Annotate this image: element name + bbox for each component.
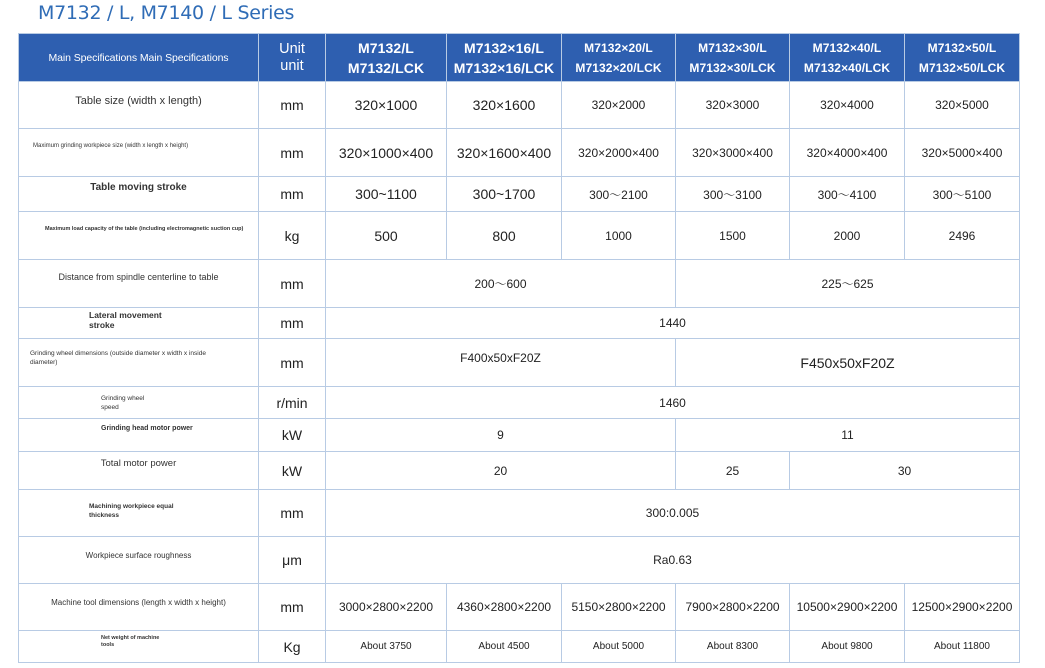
table-cell: F400x50xF20Z	[326, 339, 676, 387]
table-row	[19, 387, 1020, 419]
table-cell: Ra0.63	[326, 537, 1020, 584]
table-row	[19, 537, 1020, 584]
table-row	[19, 339, 1020, 387]
header-model-m7132x16: M7132×16/L M7132×16/LCK	[447, 34, 562, 82]
header-specifications: Main Specifications Main Specifications	[19, 34, 259, 82]
row-label-max-workpiece: Maximum grinding workpiece size (width x length x height)	[19, 129, 259, 177]
table-cell: 1000	[562, 212, 676, 260]
table-cell: 320×5000	[905, 82, 1020, 129]
table-cell: 320×4000	[790, 82, 905, 129]
table-cell: 1500	[676, 212, 790, 260]
table-cell: About 5000	[562, 631, 676, 663]
table-cell: About 4500	[447, 631, 562, 663]
table-cell: 320×1000	[326, 82, 447, 129]
table-cell: F450x50xF20Z	[676, 339, 1020, 387]
table-cell: 300~1700	[447, 177, 562, 212]
row-unit: μm	[259, 537, 326, 584]
table-cell: 320×2000	[562, 82, 676, 129]
table-row	[19, 129, 1020, 177]
table-cell: 20	[326, 452, 676, 490]
row-unit: mm	[259, 339, 326, 387]
table-cell: 11	[676, 419, 1020, 452]
row-label-roughness: Workpiece surface roughness	[19, 537, 259, 584]
row-label-head-power: Grinding head motor power	[19, 419, 259, 452]
table-cell: 12500×2900×2200	[905, 584, 1020, 631]
table-cell: 2000	[790, 212, 905, 260]
table-row	[19, 419, 1020, 452]
row-unit: Kg	[259, 631, 326, 663]
header-model-m7132x20: M7132×20/L M7132×20/LCK	[562, 34, 676, 82]
table-cell: 1460	[326, 387, 1020, 419]
row-label-lateral-stroke: Lateral movement stroke	[19, 308, 259, 339]
row-label-wheel-speed: Grinding wheel speed	[19, 387, 259, 419]
row-label-total-power: Total motor power	[19, 452, 259, 490]
row-unit: r/min	[259, 387, 326, 419]
table-cell: 500	[326, 212, 447, 260]
table-cell: 3000×2800×2200	[326, 584, 447, 631]
table-cell: 320×1000×400	[326, 129, 447, 177]
row-label-table-size: Table size (width x length)	[19, 82, 259, 129]
table-cell: 1440	[326, 308, 1020, 339]
row-label-table-stroke: Table moving stroke	[19, 177, 259, 212]
header-model-m7132x30: M7132×30/L M7132×30/LCK	[676, 34, 790, 82]
row-label-net-weight: Net weight of machine tools	[19, 631, 259, 663]
header-model-m7132x40: M7132×40/L M7132×40/LCK	[790, 34, 905, 82]
table-cell: 225～625	[676, 260, 1020, 308]
page-title: M7132 / L, M7140 / L Series	[38, 2, 295, 24]
row-unit: mm	[259, 177, 326, 212]
row-unit: kW	[259, 452, 326, 490]
table-row	[19, 260, 1020, 308]
table-row	[19, 584, 1020, 631]
header-row	[19, 34, 1020, 82]
table-cell: 320×3000×400	[676, 129, 790, 177]
table-cell: 320×4000×400	[790, 129, 905, 177]
table-cell: 300～5100	[905, 177, 1020, 212]
table-cell: 320×1600×400	[447, 129, 562, 177]
header-model-m7132: M7132/L M7132/LCK	[326, 34, 447, 82]
table-cell: 25	[676, 452, 790, 490]
header-unit: Unit unit	[259, 34, 326, 82]
table-cell: 30	[790, 452, 1020, 490]
row-unit: mm	[259, 308, 326, 339]
header-model-m7132x50: M7132×50/L M7132×50/LCK	[905, 34, 1020, 82]
table-cell: 7900×2800×2200	[676, 584, 790, 631]
table-cell: 320×1600	[447, 82, 562, 129]
table-cell: 9	[326, 419, 676, 452]
table-cell: 320×2000×400	[562, 129, 676, 177]
table-row	[19, 490, 1020, 537]
specifications-table	[18, 33, 1020, 663]
table-cell: 10500×2900×2200	[790, 584, 905, 631]
table-cell: 300~1100	[326, 177, 447, 212]
table-cell: 2496	[905, 212, 1020, 260]
row-unit: kW	[259, 419, 326, 452]
row-label-wheel-dimensions: Grinding wheel dimensions (outside diameter x width x inside diameter)	[19, 339, 259, 387]
row-unit: mm	[259, 584, 326, 631]
row-unit: mm	[259, 490, 326, 537]
table-cell: 320×5000×400	[905, 129, 1020, 177]
table-row	[19, 82, 1020, 129]
table-row	[19, 212, 1020, 260]
table-row	[19, 177, 1020, 212]
table-cell: 300:0.005	[326, 490, 1020, 537]
table-cell: 300～2100	[562, 177, 676, 212]
table-row	[19, 452, 1020, 490]
table-cell: About 11800	[905, 631, 1020, 663]
table-cell: About 3750	[326, 631, 447, 663]
table-row	[19, 308, 1020, 339]
row-label-machine-dimensions: Machine tool dimensions (length x width x height)	[19, 584, 259, 631]
row-unit: mm	[259, 82, 326, 129]
table-cell: 5150×2800×2200	[562, 584, 676, 631]
table-cell: 200～600	[326, 260, 676, 308]
table-row	[19, 631, 1020, 663]
row-unit: kg	[259, 212, 326, 260]
row-label-max-load: Maximum load capacity of the table (including electromagnetic suction cup)	[19, 212, 259, 260]
row-unit: mm	[259, 260, 326, 308]
table-cell: About 9800	[790, 631, 905, 663]
table-cell: 800	[447, 212, 562, 260]
row-unit: mm	[259, 129, 326, 177]
table-cell: 300～4100	[790, 177, 905, 212]
table-cell: 300～3100	[676, 177, 790, 212]
table-cell: 320×3000	[676, 82, 790, 129]
table-cell: About 8300	[676, 631, 790, 663]
row-label-spindle-distance: Distance from spindle centerline to table	[19, 260, 259, 308]
table-cell: 4360×2800×2200	[447, 584, 562, 631]
row-label-thickness: Machining workpiece equal thickness	[19, 490, 259, 537]
